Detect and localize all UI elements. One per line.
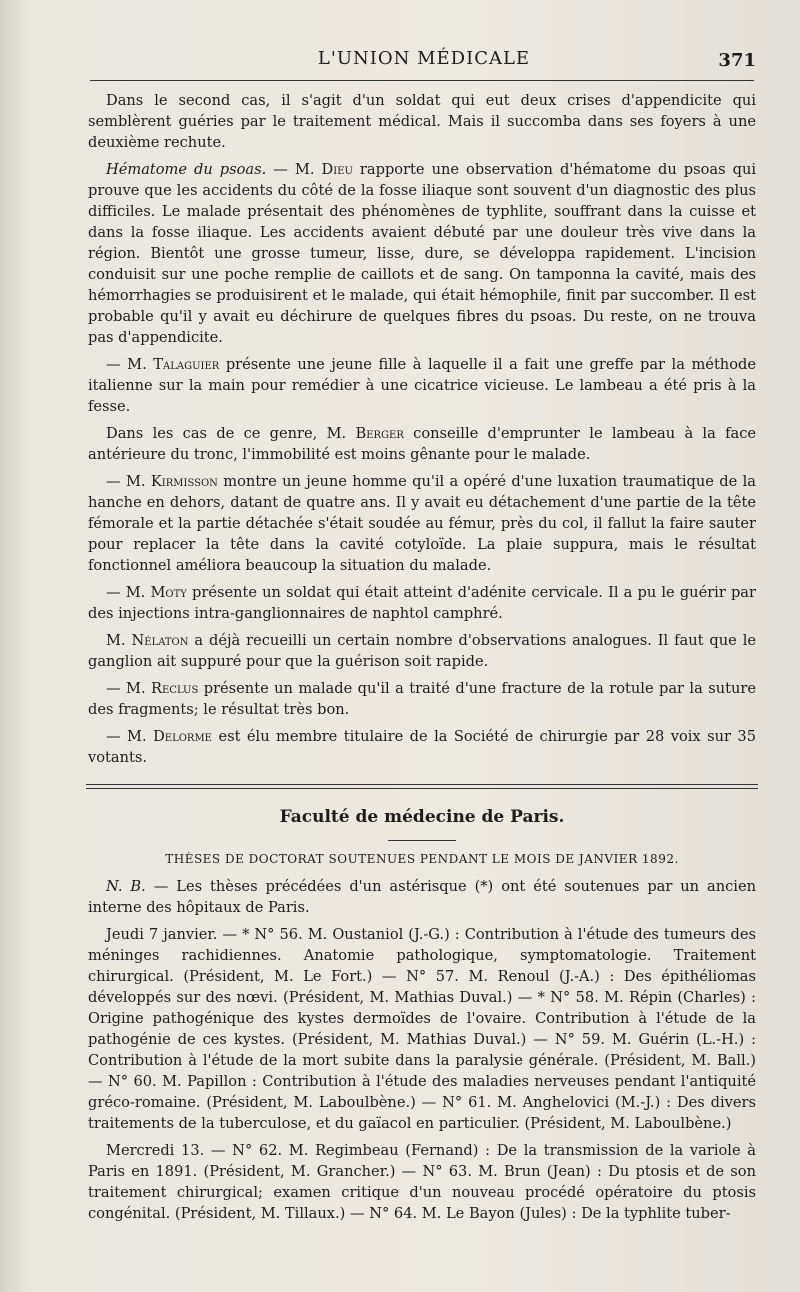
paragraph bbox=[88, 876, 756, 918]
text-run: Dans le second cas, il s'agit d'un soldat qui eut deux crises d'appendicite qui semblèrent guéries par le traitement médical. Mais il succomba dans ses foyers à une deuxième rechute. bbox=[88, 92, 756, 151]
text-run: — M. bbox=[106, 473, 151, 490]
text-run: présente un soldat qui était atteint d'adénite cervicale. Il a pu le guérir par des injections intra-ganglionnaires de naphtol camphré. bbox=[88, 584, 756, 622]
section-title: Faculté de médecine de Paris. bbox=[279, 807, 565, 827]
paragraph bbox=[88, 582, 756, 624]
paragraph bbox=[88, 678, 756, 720]
author-name: Delorme bbox=[153, 728, 212, 745]
text-run: M. bbox=[106, 632, 132, 649]
italic-text: N. B. bbox=[106, 878, 146, 895]
section-subtitle: THÈSES DE DOCTORAT SOUTENUES PENDANT LE MOIS DE JANVIER 1892. bbox=[165, 852, 679, 866]
author-name: Dieu bbox=[321, 161, 353, 178]
section-divider bbox=[86, 784, 758, 789]
text-run: conseille d'emprunter le lambeau à la face antérieure du tronc, l'immobilité est moins gênante pour le malade. bbox=[88, 425, 757, 463]
author-name: Talaguier bbox=[153, 356, 220, 373]
theses-list bbox=[88, 876, 756, 1224]
text-run: — Les thèses précédées d'un astérisque (*) ont été soutenues par un ancien interne des hôpitaux de Paris. bbox=[88, 878, 757, 916]
page-number: 371 bbox=[718, 50, 756, 71]
text-run: — M. bbox=[266, 161, 322, 178]
text-run: Mercredi 13. — N° 62. M. Regimbeau (Fernand) : De la transmission de la variole à Paris en 1891. (Président, M. Grancher.) — N° 63. M. Brun (Jean) : Du ptosis et de son traitement chirurgical; examen critique d'un nouveau procédé opératoire du ptosis congénital. (Président, M. Tillaux.) — N° 64. M. Le Bayon (Jules) : De la typhlite tuber- bbox=[88, 1142, 756, 1222]
text-run: Jeudi 7 janvier. — * N° 56. M. Oustaniol (J.-G.) : Contribution à l'étude des tumeurs des méninges rachidiennes. Anatomie pathologique, symptomatologie. Traitement chirurgical. (Président, M. Le Fort.) — N° 57. M. Renoul (J.-A.) : Des épithéliomas développés sur des nœvi. (Président, M. Mathias Duval.) — * N° 58. M. Répin (Charles) : Origine pathogénique des kystes dermoïdes de l'ovaire. Contribution à l'étude de la pathogénie de ces kystes. (Président, M. Mathias Duval.) — N° 59. M. Guérin (L.-H.) : Contribution à l'étude de la mort subite dans la paralysie générale. (Président, M. Ball.) — N° 60. M. Papillon : Contribution à l'étude des maladies nerveuses pendant l'antiquité gréco-romaine. (Président, M. Laboulbène.) — N° 61. M. Anghelovici (M.-J.) : Des divers traitements de la tuberculose, et du gaïacol en particulier. (Président, M. Laboulbène.) bbox=[88, 926, 756, 1132]
text-run: — M. bbox=[106, 584, 151, 601]
paragraph bbox=[88, 423, 756, 465]
header-rule bbox=[90, 80, 754, 81]
author-name: Nélaton bbox=[131, 632, 189, 649]
paragraph bbox=[88, 159, 756, 348]
text-run: a déjà recueilli un certain nombre d'observations analogues. Il faut que le ganglion ait suppuré pour que la guérison soit rapide. bbox=[88, 632, 756, 670]
paragraph bbox=[88, 630, 756, 672]
text-run: — M. bbox=[106, 356, 154, 373]
running-header bbox=[88, 48, 760, 78]
text-run: — M. bbox=[106, 680, 151, 697]
surgery-society-report bbox=[88, 90, 756, 768]
author-name: Berger bbox=[355, 425, 404, 442]
paragraph bbox=[88, 1140, 756, 1224]
journal-title: L'UNION MÉDICALE bbox=[317, 48, 531, 69]
text-run: Dans les cas de ce genre, M. bbox=[106, 425, 356, 442]
text-run: — M. bbox=[106, 728, 154, 745]
author-name: Kirmisson bbox=[150, 473, 218, 490]
article-body bbox=[88, 90, 756, 1230]
text-run: présente un malade qu'il a traité d'une fracture de la rotule par la suture des fragments; le résultat très bon. bbox=[88, 680, 756, 718]
text-run: est élu membre titulaire de la Société de chirurgie par 28 voix sur 35 votants. bbox=[88, 728, 756, 766]
paragraph bbox=[88, 354, 756, 417]
title-rule bbox=[388, 840, 456, 841]
paragraph bbox=[88, 471, 756, 576]
text-run: montre un jeune homme qu'il a opéré d'une luxation traumatique de la hanche en dehors, datant de quatre ans. Il y avait eu détachement d'une partie de la tête fémorale et la partie détachée s'était soudée au fémur, près du col, il fallut la faire sauter pour replacer la tête dans la cavité cotyloïde. La plaie suppura, mais le résultat fonctionnel améliora beaucoup la situation du malade. bbox=[88, 473, 756, 574]
author-name: Reclus bbox=[151, 680, 199, 697]
paragraph bbox=[88, 924, 756, 1134]
paragraph bbox=[88, 90, 756, 153]
paragraph bbox=[88, 726, 756, 768]
italic-text: Hématome du psoas. bbox=[106, 161, 267, 178]
text-run: présente une jeune fille à laquelle il a fait une greffe par la méthode italienne sur la main pour remédier à une cicatrice vicieuse. Le lambeau a été pris à la fesse. bbox=[88, 356, 756, 415]
author-name: Moty bbox=[150, 584, 187, 601]
text-run: rapporte une observation d'hématome du psoas qui prouve que les accidents du côté de la fosse iliaque sont souvent d'un diagnostic des plus difficiles. Le malade présentait des phénomènes de typhlite, souffrant dans la cuisse et dans la fosse iliaque. Les accidents avaient débuté par une douleur très vive dans la région. Bientôt une grosse tumeur, lisse, dure, se développa rapidement. L'incision conduisit sur une poche remplie de caillots et de sang. On tamponna la cavité, mais des hémorrhagies se produisirent et le malade, qui était hémophile, finit par succomber. Il est probable qu'il y avait eu déchirure de quelques fibres du psoas. Du reste, on ne trouva pas d'appendicite. bbox=[88, 161, 757, 346]
